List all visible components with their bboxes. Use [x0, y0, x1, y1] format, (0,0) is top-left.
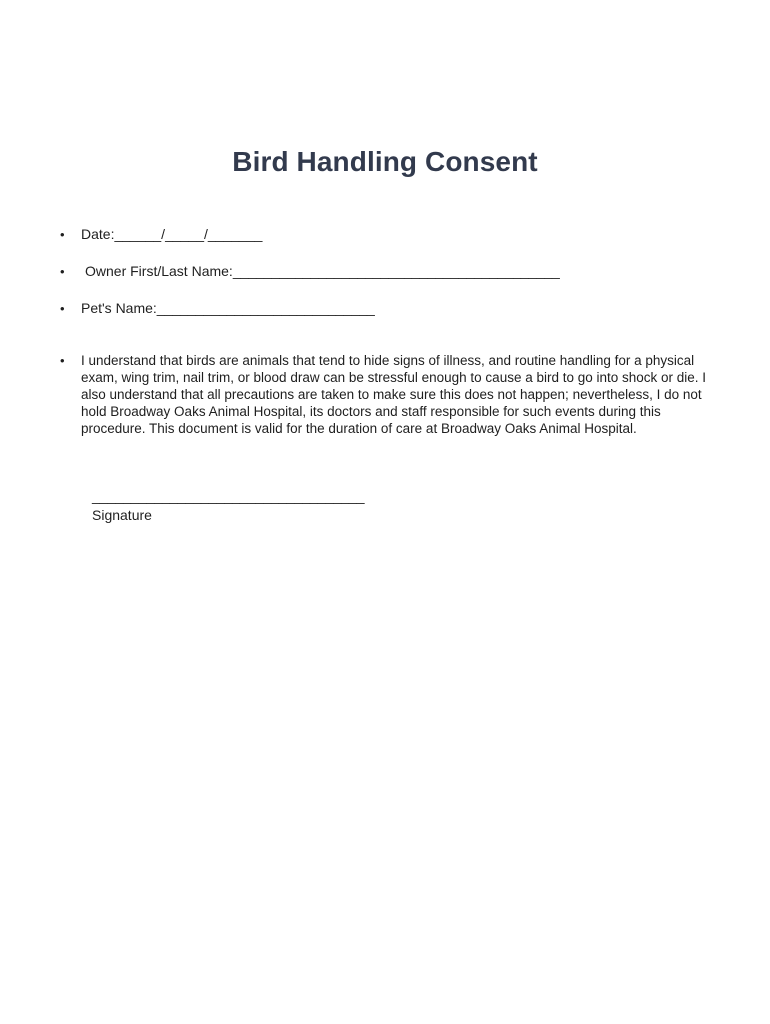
date-field-text: Date:______/_____/_______	[81, 226, 263, 242]
signature-line: ___________________________________	[92, 488, 365, 504]
bullet-point: •	[60, 264, 65, 279]
bullet-point: •	[60, 353, 65, 368]
signature-label: Signature	[92, 507, 152, 523]
pet-name-field-text: Pet's Name:____________________________	[81, 300, 375, 316]
document-title: Bird Handling Consent	[232, 146, 538, 177]
consent-paragraph: I understand that birds are animals that tend to hide signs of illness, and routine handling for a physical exam, wing trim, nail trim, or blood draw can be stressful enough to cause a bird to go into shock or die. I also understand that all precautions are taken to make sure this does not happen; nevertheless, I do not hold Broadway Oaks Animal Hospital, its doctors and staff responsible for such events during this procedure. This document is valid for the duration of care at Broadway Oaks Animal Hospital.	[81, 353, 707, 436]
bullet-point: •	[60, 301, 65, 316]
owner-name-field-text: Owner First/Last Name:__________________________________________	[85, 263, 560, 279]
bullet-point: •	[60, 227, 65, 242]
